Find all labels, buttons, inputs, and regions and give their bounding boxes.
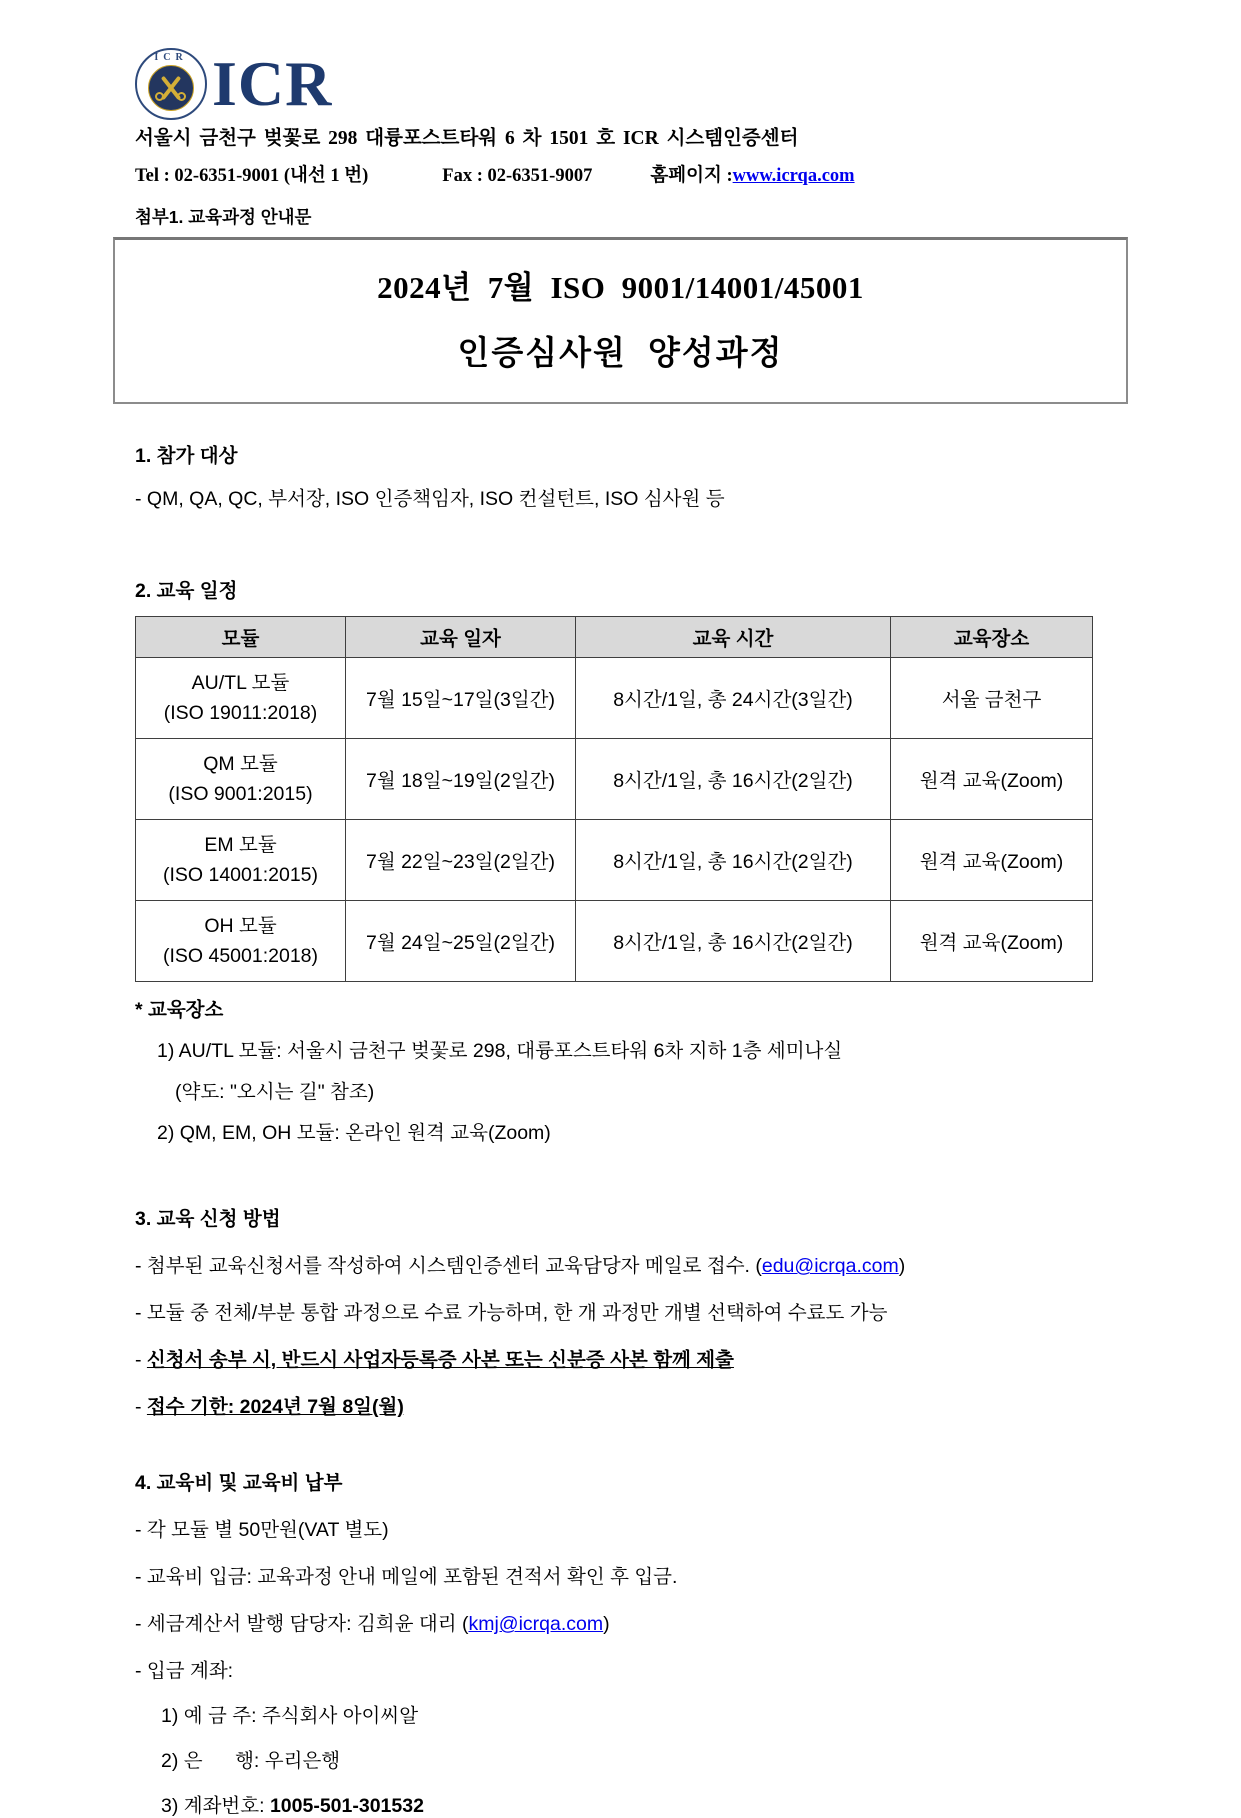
cell-date: 7월 18일~19일(2일간): [346, 739, 576, 820]
col-header-place: 교육장소: [891, 617, 1093, 658]
venue-note-1-sub: (약도: "오시는 길" 참조): [175, 1081, 375, 1104]
cell-time: 8시간/1일, 총 16시간(2일간): [576, 739, 891, 820]
cell-time: 8시간/1일, 총 16시간(2일간): [576, 901, 891, 982]
apply-email-prefix: - 첨부된 교육신청서를 작성하여 시스템인증센터 교육담당자 메일로 접수. (: [135, 1255, 762, 1278]
emblem-arc-text: ICR: [154, 52, 188, 63]
venue-note-1: 1) AU/TL 모듈: 서울시 금천구 벚꽃로 298, 대륭포스트타워 6차 지하 1층 세미나실: [157, 1040, 843, 1063]
tax-invoice-suffix: ): [603, 1613, 610, 1636]
tel-number: Tel : 02-6351-9001 (내선 1 번): [135, 166, 369, 187]
bullet-dash: -: [135, 1396, 147, 1419]
fee-item-price: - 각 모듈 별 50만원(VAT 별도): [135, 1519, 389, 1542]
module-name: QM 모듈: [203, 753, 278, 776]
cell-module: [136, 901, 346, 982]
table-row: [136, 820, 1093, 901]
venue-notes-title: * 교육장소: [135, 999, 224, 1022]
cell-module: [136, 739, 346, 820]
account-number-label: 3) 계좌번호:: [161, 1795, 270, 1818]
venue-note-2: 2) QM, EM, OH 모듈: 온라인 원격 교육(Zoom): [157, 1122, 551, 1145]
company-address: 서울시 금천구 벚꽃로 298 대륭포스트타워 6 차 1501 호 ICR 시스템인증센터: [135, 128, 799, 149]
logo-wordmark: ICR: [212, 48, 333, 119]
logo: [135, 46, 1133, 122]
homepage-label: 홈페이지 :: [650, 166, 733, 187]
section1-heading: 1. 참가 대상: [135, 445, 238, 468]
cell-time: 8시간/1일, 총 16시간(2일간): [576, 820, 891, 901]
cell-module: [136, 658, 346, 739]
module-name: EM 모듈: [204, 834, 277, 857]
attachment-label: 첨부1. 교육과정 안내문: [135, 207, 312, 228]
homepage-link[interactable]: www.icrqa.com: [732, 166, 855, 187]
cell-date: 7월 22일~23일(2일간): [346, 820, 576, 901]
cell-place: 서울 금천구: [891, 658, 1093, 739]
apply-method-item-deadline: [135, 1391, 1133, 1419]
cell-place: 원격 교육(Zoom): [891, 820, 1093, 901]
col-header-date: 교육 일자: [346, 617, 576, 658]
schedule-table: [135, 616, 1093, 982]
account-number: [161, 1790, 1133, 1818]
module-name: AU/TL 모듈: [191, 672, 290, 695]
cell-place: 원격 교육(Zoom): [891, 901, 1093, 982]
account-number-value: 1005-501-301532: [269, 1795, 424, 1818]
module-standard: (ISO 45001:2018): [162, 945, 319, 968]
section1-item: - QM, QA, QC, 부서장, ISO 인증책임자, ISO 컨설턴트, ISO 심사원 등: [135, 488, 725, 511]
icr-emblem-icon: [135, 48, 207, 120]
apply-method-item-email: [135, 1250, 1133, 1278]
documents-required-text: 신청서 송부 시, 반드시 사업자등록증 사본 또는 신분증 사본 함께 제출: [146, 1349, 734, 1372]
account-bank: 2) 은 행: 우리은행: [161, 1750, 341, 1773]
course-title-line2: 인증심사원 양성과정: [457, 334, 784, 372]
venue-notes: [135, 994, 1133, 1145]
fee-item-deposit: - 교육비 입금: 교육과정 안내 메일에 포함된 견적서 확인 후 입금.: [135, 1566, 678, 1589]
cell-time: 8시간/1일, 총 24시간(3일간): [576, 658, 891, 739]
table-row: [136, 901, 1093, 982]
table-row: [136, 658, 1093, 739]
deadline-text: 접수 기한: 2024년 7월 8일(월): [146, 1396, 404, 1419]
cell-date: 7월 24일~25일(2일간): [346, 901, 576, 982]
apply-email-suffix: ): [898, 1255, 906, 1278]
cell-place: 원격 교육(Zoom): [891, 739, 1093, 820]
course-title-line1: 2024년 7월 ISO 9001/14001/45001: [377, 270, 864, 306]
module-standard: (ISO 19011:2018): [163, 702, 318, 725]
cell-date: 7월 15일~17일(3일간): [346, 658, 576, 739]
account-holder: 1) 예 금 주: 주식회사 아이씨알: [161, 1705, 419, 1728]
contact-line: [135, 161, 1133, 187]
col-header-time: 교육 시간: [576, 617, 891, 658]
module-name: OH 모듈: [204, 915, 277, 938]
fee-item-account-heading: - 입금 계좌:: [135, 1660, 234, 1683]
table-row: [136, 739, 1093, 820]
tax-invoice-prefix: - 세금계산서 발행 담당자: 김희윤 대리 (: [135, 1613, 469, 1636]
kmj-email-link[interactable]: kmj@icrqa.com: [468, 1613, 604, 1636]
section4-heading: 4. 교육비 및 교육비 납부: [135, 1472, 343, 1495]
fax-number: Fax : 02-6351-9007: [442, 166, 593, 187]
apply-method-item-modules: - 모듈 중 전체/부분 통합 과정으로 수료 가능하며, 한 개 과정만 개별 선택하여 수료도 가능: [135, 1302, 888, 1325]
apply-method-item-documents: [135, 1344, 1133, 1372]
col-header-module: 모듈: [136, 617, 346, 658]
module-standard: (ISO 14001:2015): [162, 864, 319, 887]
bullet-dash: -: [135, 1349, 147, 1372]
edu-email-link[interactable]: edu@icrqa.com: [761, 1255, 899, 1278]
table-header-row: [136, 617, 1093, 658]
title-box: [113, 237, 1128, 404]
module-standard: (ISO 9001:2015): [168, 783, 313, 806]
cell-module: [136, 820, 346, 901]
section3-heading: 3. 교육 신청 방법: [135, 1208, 281, 1231]
fee-item-tax-invoice: [135, 1608, 1133, 1636]
section2-heading: 2. 교육 일정: [135, 580, 238, 603]
